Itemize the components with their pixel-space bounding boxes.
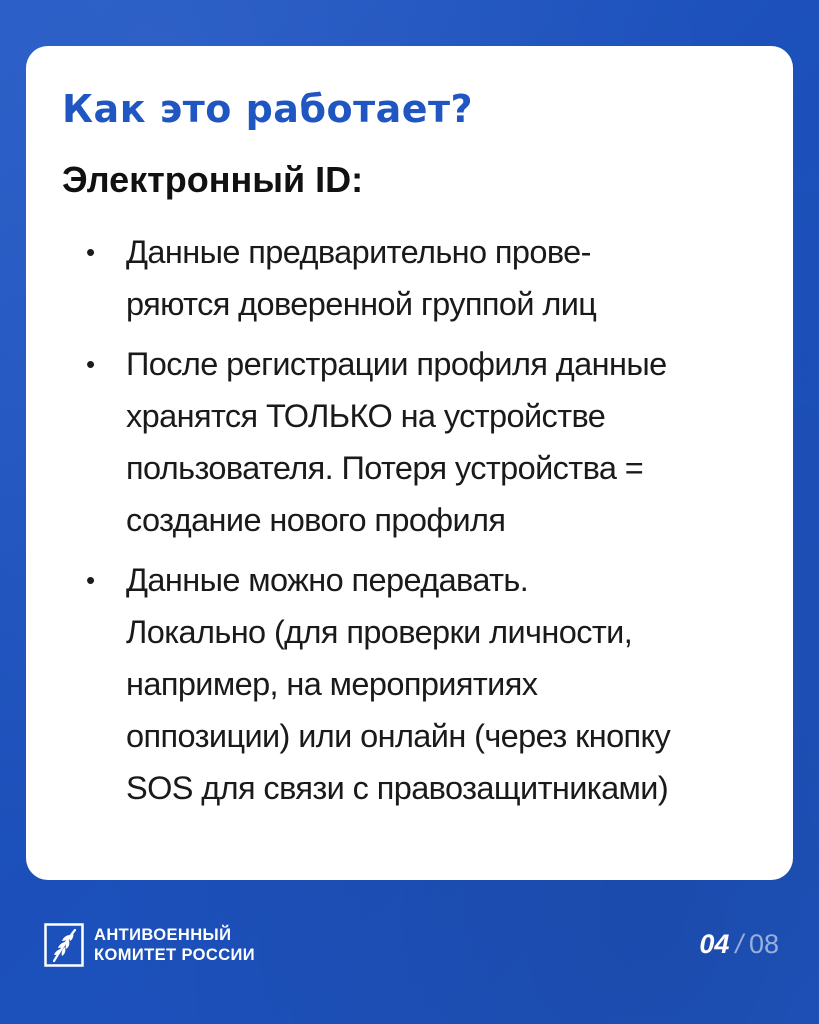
wheat-branch-icon — [44, 923, 84, 967]
page-counter — [699, 928, 779, 960]
bullet-dot-icon: • — [86, 565, 95, 595]
bullet-text-line: После регистрации профиля данные — [126, 346, 667, 382]
organization-name — [94, 925, 255, 965]
page-current: 04 — [699, 929, 730, 959]
bullet-text-line: SOS для связи с правозащитниками) — [126, 770, 669, 806]
bullet-list — [82, 226, 772, 822]
bullet-item — [82, 226, 772, 330]
bullet-text-line: Локально (для проверки личности, — [126, 614, 633, 650]
bullet-text-line: пользователя. Потеря устройства = — [126, 450, 644, 486]
bullet-item — [82, 338, 772, 546]
bullet-dot-icon: • — [86, 349, 95, 379]
bullet-text-line: оппозиции) или онлайн (через кнопку — [126, 718, 671, 754]
bullet-text-line: Данные предварительно прове- — [126, 234, 591, 270]
card-title: Как это работает? — [62, 87, 474, 131]
organization-name-line1: АНТИВОЕННЫЙ — [94, 926, 232, 944]
page-total: 08 — [748, 929, 779, 959]
page-separator: / — [735, 929, 743, 959]
bullet-text-line: создание нового профиля — [126, 502, 506, 538]
bullet-text-line: Данные можно передавать. — [126, 562, 529, 598]
card-subtitle: Электронный ID: — [62, 159, 364, 200]
organization-logo — [44, 923, 255, 967]
content-card — [26, 46, 793, 880]
organization-name-line2: КОМИТЕТ РОССИИ — [94, 946, 256, 964]
bullet-dot-icon: • — [86, 237, 95, 267]
bullet-item — [82, 554, 772, 814]
bullet-text-line: ряются доверенной группой лиц — [126, 286, 597, 322]
bullet-text-line: хранятся ТОЛЬКО на устройстве — [126, 398, 606, 434]
bullet-text-line: например, на мероприятиях — [126, 666, 538, 702]
